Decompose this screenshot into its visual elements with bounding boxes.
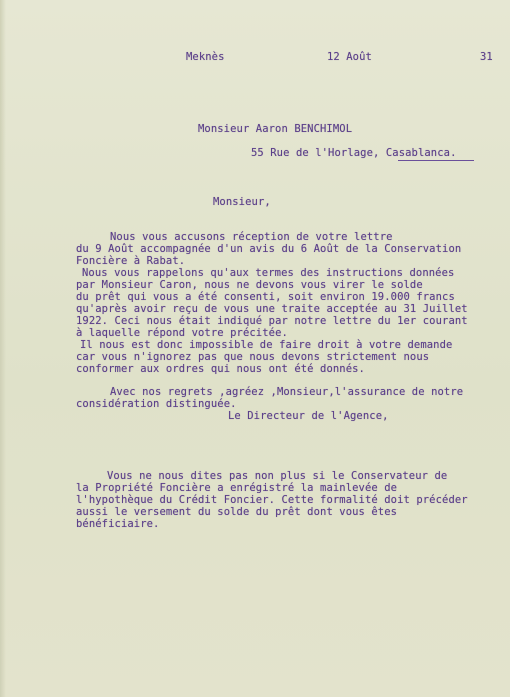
recipient-address: 55 Rue de l'Horlage, Casablanca. (251, 147, 457, 159)
postscript-line-1: Vous ne nous dites pas non plus si le Conservateur de (107, 470, 448, 482)
signature-line: Le Directeur de l'Agence, (228, 410, 389, 422)
body-line-12: conformer aux ordres qui nous ont été donnés. (76, 363, 365, 375)
body-line-4: Nous vous rappelons qu'aux termes des instructions données (82, 267, 455, 279)
postscript-line-4: aussi le versement du solde du prêt dont vous êtes (76, 506, 398, 518)
paper-edge-shadow (0, 0, 6, 697)
body-line-10: Il nous est donc impossible de faire droit à votre demande (80, 339, 453, 351)
postscript-line-3: l'hypothèque du Crédit Foncier. Cette formalité doit précéder (76, 494, 468, 506)
body-line-3: Foncière à Rabat. (76, 255, 186, 267)
body-line-6: du prêt qui vous a été consenti, soit environ 19.000 francs (76, 291, 455, 303)
page-number: 31 (480, 51, 493, 63)
header-place: Meknès (186, 51, 225, 63)
salutation: Monsieur, (213, 196, 271, 208)
body-line-11: car vous n'ignorez pas que nous devons strictement nous (76, 351, 430, 363)
postscript-line-5: bénéficiaire. (76, 518, 160, 530)
postscript-line-2: la Propriété Foncière a enrégistré la mainlevée de (76, 482, 398, 494)
body-line-2: du 9 Août accompagnée d'un avis du 6 Août de la Conservation (76, 243, 462, 255)
body-line-8: 1922. Ceci nous était indiqué par notre lettre du 1er courant (76, 315, 468, 327)
body-line-9: à laquelle répond votre précitée. (76, 327, 288, 339)
city-underline (398, 160, 474, 161)
header-date: 12 Août (327, 51, 372, 63)
body-line-7: qu'après avoir reçu de vous une traite acceptée au 31 Juillet (76, 303, 468, 315)
body-line-1: Nous vous accusons réception de votre lettre (110, 231, 393, 243)
closing-line-1: Avec nos regrets ,agréez ,Monsieur,l'assurance de notre (110, 386, 464, 398)
body-line-5: par Monsieur Caron, nous ne devons vous virer le solde (76, 279, 423, 291)
recipient-name: Monsieur Aaron BENCHIMOL (198, 123, 353, 135)
closing-line-2: considération distinguée. (76, 398, 237, 410)
